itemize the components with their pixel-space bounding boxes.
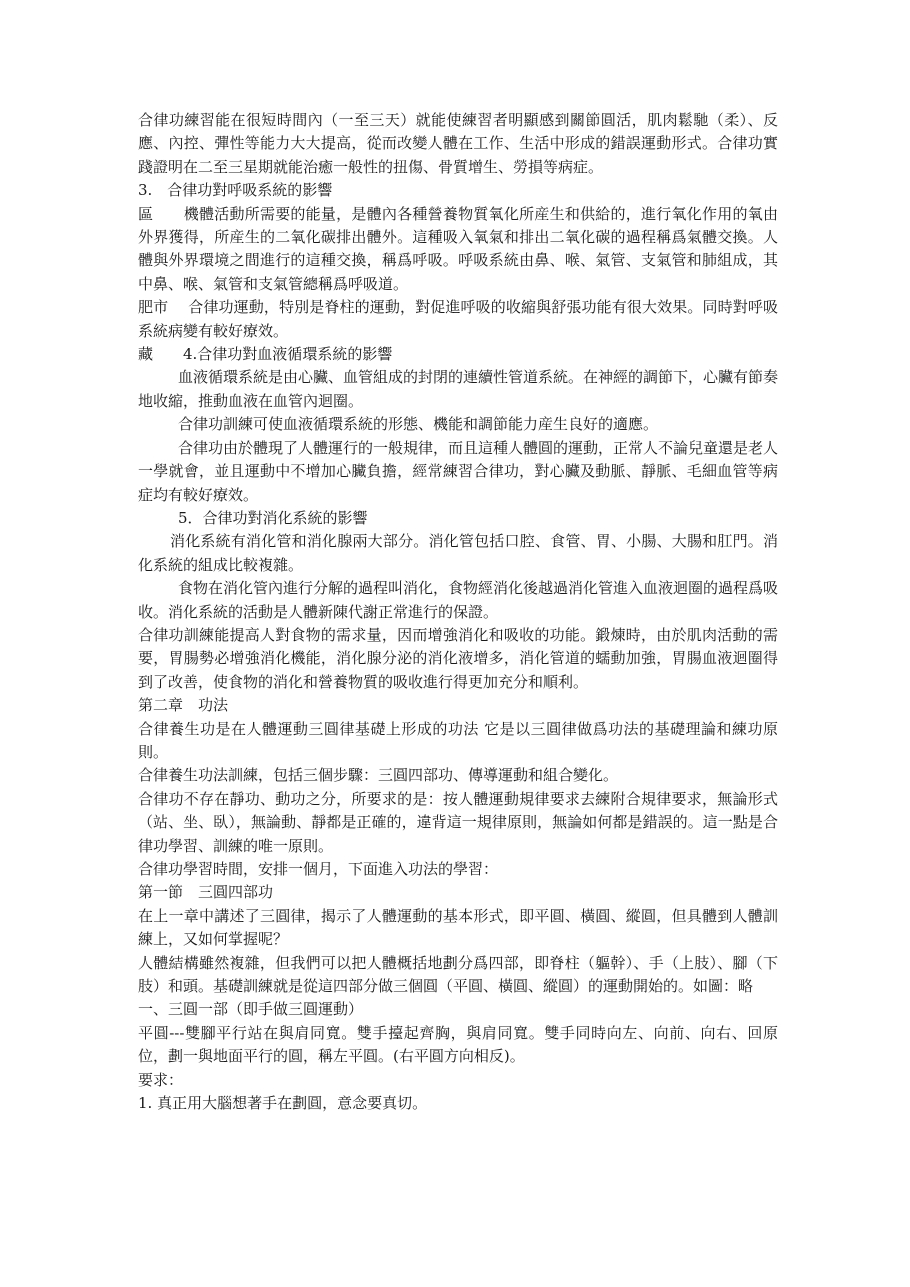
paragraph-method-principle: 合律功不存在靜功、動功之分，所要求的是：按人體運動規律要求去練附合規律要求，無論形式（站、坐、臥），無論動、靜都是正確的，違背這一規律原則，無論如何都是錯誤的。這一點是合律功學習、訓練的唯一原則。 (138, 789, 778, 855)
paragraph-digestion-training: 合律功訓練能提高人對食物的需求量，因而增強消化和吸收的功能。鍛煉時，由於肌肉活動的需要，胃腸勢必增強消化機能，消化腺分泌的消化液增多，消化管道的蠕動加強，胃腸血液迴圈得到了改善，使食物的消化和營養物質的吸收進行得更加充分和順利。 (138, 625, 778, 691)
heading-requirements: 要求： (138, 1070, 184, 1089)
paragraph-circulation-system: 血液循環系統是由心臟、血管組成的封閉的連續性管道系統。在神經的調節下，心臟有節奏地收縮，推動血液在血管內迴圈。 (138, 368, 779, 410)
paragraph-digestion-process: 食物在消化管內進行分解的過程叫消化，食物經消化後越過消化管進入血液迴圈的過程爲吸收。消化系統的活動是人體新陳代謝正常進行的保證。 (138, 579, 779, 621)
paragraph-four-parts: 人體結構雖然複雜，但我們可以把人體概括地劃分爲四部，即脊柱（軀幹）、手（上肢）、腳（下肢）和頭。基礎訓練就是從這四部分做三個圓（平圓、橫圓、縱圓）的運動開始的。如圖：略 (138, 953, 778, 996)
heading-part-one: 一、三圓一部（即手做三圓運動） (138, 1000, 364, 1019)
paragraph-respiratory-energy: 區 機體活動所需要的能量，是體內各種營養物質氧化所産生和供給的，進行氧化作用的氧由外界獲得，所産生的二氧化碳排出體外。這種吸入氧氣和排出二氧化碳的過程稱爲氣體交換。人體與外界環境之間進行的這種交換，稱爲呼吸。呼吸系統由鼻、喉、氣管、支氣管和肺組成，其中鼻、喉、氣管和支氣管總稱爲呼吸道。 (138, 204, 778, 293)
heading-digestive: 5．合律功對消化系統的影響 (178, 508, 368, 527)
paragraph-intro: 合律功練習能在很短時間內（一至三天）就能使練習者明顯感到關節圓活，肌肉鬆馳（柔）、反應、內控、彈性等能力大大提高，從而改變人體在工作、生活中形成的錯誤運動形式。合律功實踐證明在二至三星期就能治癒一般性的扭傷、骨質增生、勞損等病症。 (138, 111, 778, 176)
paragraph-method-steps: 合律養生功法訓練，包括三個步驟：三圓四部功、傳導運動和組合變化。 (138, 766, 619, 785)
heading-circulation: 藏 4.合律功對血液循環系統的影響 (138, 345, 393, 364)
paragraph-method-basis: 合律養生功是在人體運動三圓律基礎上形成的功法 它是以三圓律做爲功法的基礎理論和練功原則。 (138, 719, 778, 761)
paragraph-horizontal-circle: 平圓---雙腳平行站在與肩同寬。雙手擡起齊胸，與肩同寬。雙手同時向左、向前、向右、回原位，劃一與地面平行的圓，稱左平圓。(右平圓方向相反)。 (138, 1023, 778, 1066)
paragraph-study-time: 合律功學習時間，安排一個月，下面進入功法的學習： (138, 860, 499, 878)
heading-section-one: 第一節 三圓四部功 (138, 883, 274, 902)
paragraph-circulation-effect: 合律功由於體現了人體運行的一般規律，而且這種人體圓的運動，正常人不論兒童還是老人一學就會，並且運動中不增加心臟負擔，經常練習合律功，對心臟及動脈、靜脈、毛細血管等病症均有較好療效。 (138, 438, 779, 504)
paragraph-three-circles: 在上一章中講述了三圓律，揭示了人體運動的基本形式，即平圓、橫圓、縱圓，但具體到人體訓練上，又如何掌握呢？ (138, 906, 778, 949)
paragraph-digestive-system: 消化系統有消化管和消化腺兩大部分。消化管包括口腔、食管、胃、小腸、大腸和肛門。消化系統的組成比較複雜。 (138, 532, 778, 574)
heading-respiratory: 3. 合律功對呼吸系統的影響 (138, 181, 333, 200)
paragraph-respiratory-effect: 肥市 合律功運動，特別是脊柱的運動，對促進呼吸的收縮與舒張功能有很大效果。同時對呼吸系統病變有較好療效。 (138, 298, 778, 340)
list-item-requirement-1: 1. 真正用大腦想著手在劃圓，意念要真切。 (138, 1094, 428, 1113)
heading-chapter-two: 第二章 功法 (138, 696, 229, 715)
paragraph-circulation-training: 合律功訓練可使血液循環系統的形態、機能和調節能力産生良好的適應。 (178, 415, 659, 434)
document-body (138, 109, 778, 1115)
